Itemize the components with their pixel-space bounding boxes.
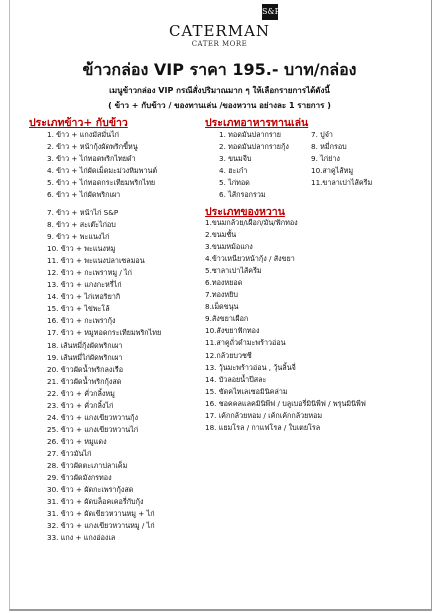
rice-list-a — [47, 129, 157, 201]
dessert-menu-item: 9.สังขยาเผือก — [205, 314, 249, 324]
snack-menu-item: 8. หมี่กรอบ — [311, 142, 347, 152]
rice-menu-item: 26. ข้าว + หมูแดง — [47, 436, 107, 446]
rice-menu-item: 31. ข้าว + ผัดเขียวหวานหมู + ไก่ — [47, 509, 155, 519]
rice-menu-item: 15. ข้าว + ไข่พะโล้ — [47, 304, 110, 314]
rice-menu-item: 12. ข้าว + กะเพราหมู / ไก่ — [47, 268, 133, 278]
rice-menu-item: 3. ข้าว + ไก่ทอดพริกไทยดำ — [47, 154, 136, 164]
dessert-menu-item: 14. บัวลอยน้ำปีสละ — [205, 374, 267, 384]
snack-menu-item: 1. ทอดมันปลากราย — [219, 130, 281, 139]
page-title: ข้าวกล่อง VIP ราคา 195.- บาท/กล่อง — [82, 60, 357, 79]
rice-menu-item: 4. ข้าว + ไก่ผัดเม็ดมะม่วงหิมพานต์ — [47, 166, 158, 176]
snack-menu-item: 3. ขนมจีบ — [219, 154, 252, 164]
dessert-menu-item: 18. แยมโรล / กาแฟโรล / ใบเตยโรล — [205, 422, 321, 432]
rice-menu-item: 2. ข้าว + หน้ากุ้งผัดพริกขี้หนู — [47, 142, 138, 152]
dessert-list — [205, 217, 366, 434]
snack-menu-item: 9. ไก่ย่าง — [311, 154, 340, 164]
dessert-menu-item: 3.ขนมหม้อแกง — [205, 242, 253, 252]
page-subtitle: เมนูข้าวกล่อง VIP กรณีสั่งปริมาณมาก ๆ ให้เลือกรายการได้ดังนี้ — [109, 86, 330, 95]
dessert-menu-item: 7.ทองหยิบ — [205, 290, 238, 300]
snack-menu-item: 4. ฮะเก๋า — [219, 166, 248, 176]
rice-menu-item: 21. ข้าวผัดน้ำพริกกุ้งสด — [47, 376, 122, 386]
rice-menu-item: 8. ข้าว + สะเต๊ะไก่อบ — [47, 220, 116, 230]
rice-menu-item: 27. ข้าวมันไก่ — [47, 448, 92, 458]
rice-menu-item: 11. ข้าว + พะแนงปลาเซลมอน — [47, 256, 145, 266]
rice-menu-item: 14. ข้าว + ไก่เทอริยากิ — [47, 292, 121, 302]
rice-menu-item: 5. ข้าว + ไก่ทอดกระเทียมพริกไทย — [47, 178, 156, 188]
snack-section-heading: ประเภทอาหารทานเล่น — [205, 117, 309, 129]
rice-menu-item: 31. ข้าว + ผัดบล็อคเคอรี่กับกุ้ง — [47, 497, 144, 507]
snack-list-right — [311, 129, 372, 189]
dessert-section-heading: ประเภทของหวาน — [205, 206, 285, 218]
rice-menu-item: 17. ข้าว + หมูทอดกระเทียมพริกไทย — [47, 328, 162, 338]
brand-logo-mark: S&P — [262, 4, 278, 20]
brand-tagline: CATER MORE — [191, 40, 248, 48]
snack-menu-item: 7. ปูจ๋า — [311, 130, 333, 139]
dessert-menu-item: 4.ข้าวเหนียวหน้ากุ้ง / สังขยา — [205, 254, 295, 264]
rice-menu-item: 18. เส้นหมี่กุ้งผัดพริกเผา — [47, 340, 123, 350]
dessert-menu-item: 16. ชอคคลแลคมินิพีฟ / บลูเบอรี่มินิพีฟ / พรุนมินิพีฟ — [205, 398, 366, 408]
rice-section-heading: ประเภทข้าว+ กับข้าว — [29, 117, 128, 129]
dessert-menu-item: 17. เค้กกล้วยหอม / เค้กเค้กกล้วยหอม — [205, 410, 323, 420]
dessert-menu-item: 15. ขัดคไทเลเซอมินิคล่าม — [205, 386, 288, 396]
snack-menu-item: 11.ขาลาเปาไส้ครีม — [311, 178, 373, 188]
rice-menu-item: 16. ข้าว + กะเพรากุ้ง — [47, 316, 116, 326]
dessert-menu-item: 1.ขนมกล้วย/เผือก/มัน/ฟักทอง — [205, 218, 298, 227]
brand-name: CATERMAN — [168, 22, 271, 40]
dessert-menu-item: 10.สังขยาฟักทอง — [205, 326, 260, 336]
dessert-menu-item: 8.เม็ดขนุน — [205, 302, 239, 312]
rice-menu-item: 1. ข้าว + แกงมัสมั่นไก่ — [47, 130, 119, 139]
snack-menu-item: 5. ไก่ทอด — [219, 178, 250, 188]
dessert-menu-item: 12.กล้วยบวชชี — [205, 350, 252, 360]
snack-list-left — [219, 129, 289, 201]
rice-menu-item: 7. ข้าว + หน้าไก่ S&P — [47, 208, 119, 217]
dessert-menu-item: 13. วุ้นมะพร้าวอ่อน , วุ้นลิ้นจี่ — [205, 362, 296, 372]
dessert-menu-item: 2.ขนมชั้น — [205, 230, 237, 240]
rice-menu-item: 30. ข้าว + ผัดกะเพรากุ้งสด — [47, 485, 134, 495]
rice-menu-item: 25. ข้าว + แกงเขียวหวานไก่ — [47, 424, 139, 434]
rice-menu-item: 23. ข้าว + คั่วกลิ้งไก่ — [47, 400, 114, 410]
snack-menu-item: 2. ทอดมันปลากรายกุ้ง — [219, 142, 289, 152]
snack-menu-item: 6. ไส้กรอกรวม — [219, 190, 266, 200]
rice-menu-item: 19. เส้นหมี่ไก่ผัดพริกเผา — [47, 352, 123, 362]
dessert-menu-item: 11.สาคูถั่วดำมะพร้าวอ่อน — [205, 338, 286, 348]
rice-menu-item: 29. ข้าวผัดมังกรทอง — [47, 473, 112, 483]
rice-menu-item: 10. ข้าว + พะแนงหมู — [47, 244, 116, 254]
rice-menu-item: 33. แกง + แกงอ่องเล — [47, 533, 116, 543]
rice-menu-item: 24. ข้าว + แกงเขียวหวานกุ้ง — [47, 412, 138, 422]
snack-menu-item: 10.สาคูไส้หมู — [311, 166, 354, 176]
rice-menu-item: 13. ข้าว + แกงกะหรี่ไก่ — [47, 280, 122, 290]
rice-menu-item: 22. ข้าว + คั่วกลิ้งหมู — [47, 388, 115, 398]
selection-note: ( ข้าว + กับข้าว / ของทานเล่น /ของหวาน อย่างละ 1 รายการ ) — [108, 101, 331, 110]
rice-menu-item: 28. ข้าวผัดตะเภาปลาเค็ม — [47, 460, 128, 470]
dessert-menu-item: 6.ทองหยอด — [205, 278, 243, 288]
dessert-menu-item: 5.ซาลาเปาไส้ครีม — [205, 266, 262, 276]
rice-menu-item: 9. ข้าว + พะแนงไก่ — [47, 232, 110, 242]
rice-menu-item: 20. ข้าวผัดน้ำพริกลงเรือ — [47, 364, 124, 374]
rice-menu-item: 32. ข้าว + แกงเขียวหวานหมู / ไก่ — [47, 521, 155, 531]
rice-menu-item: 6. ข้าว + ไก่ผัดพริกเผา — [47, 190, 121, 200]
rice-list-b — [47, 207, 161, 544]
